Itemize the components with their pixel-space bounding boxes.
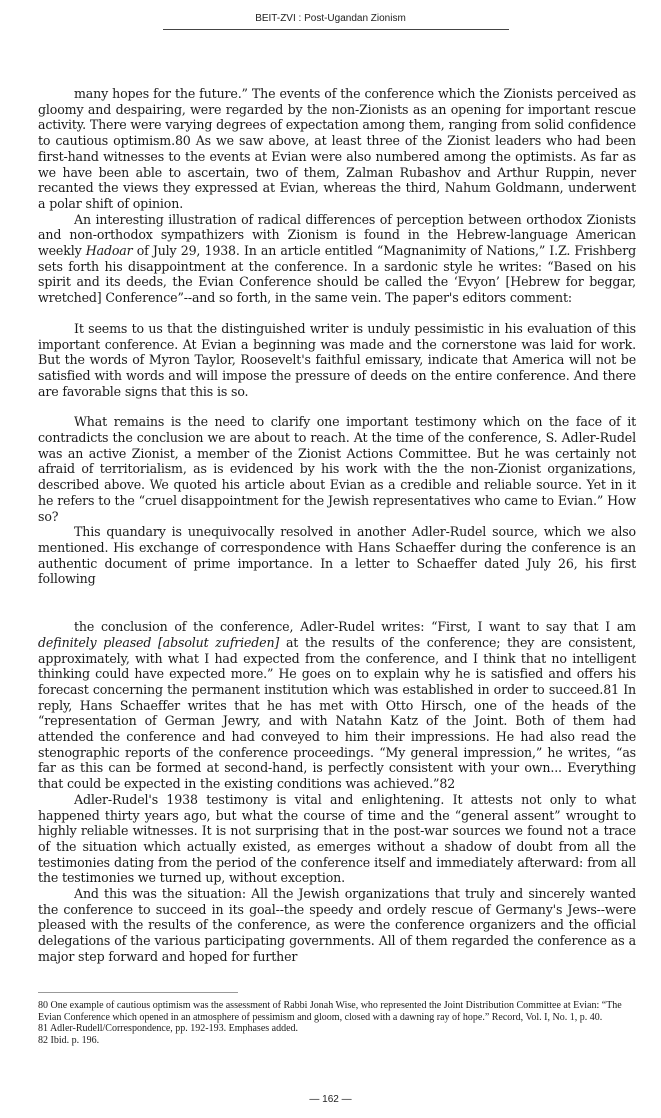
paragraph-2-text-b: of July 29, 1938. In an article entitled “Magnanimity of Nations,” I.Z. Frishberg sets forth his disappointment at the conference. In a sardonic style he writes: “Based on his spirit and its deeds, the Evian Conference should be called the ‘Evyon’ [Hebrew for beggar, wretched] Conference”--and so forth, in the same vein. The paper's editors comment: [38, 243, 636, 306]
block-quote: It seems to us that the distinguished writer is unduly pessimistic in his evaluation of this important conference. At Evian a beginning was made and the cornerstone was laid for work. But the words of Myron Taylor, Roosevelt's faithful emissary, indicate that America will not be satisfied with words and will impose the pressure of deeds on the entire conference. And there are favorable signs that this is so. [38, 320, 636, 399]
paragraph-2-text-a: An interesting illustration of radical differences of perception between orthodox Zionists and non-orthodox sympathizers with Zionism is found in the Hebrew-language American weekly [38, 211, 636, 259]
newspaper-title: Hadoar [85, 243, 133, 259]
footnotes [38, 1000, 636, 1046]
paragraph-1: many hopes for the future.” The events of the conference which the Zionists perceived as gloomy and despairing, were regarded by the non-Zionists as an opening for important rescue activity. There were varying degrees of expectation among them, ranging from solid confidence to cautious optimism.80 As we saw above, at least three of the Zionist leaders who had been first-hand witnesses to the events at Evian were also numbered among the optimists. As far as we have been able to ascertain, two of them, Zalman Rubashov and Arthur Ruppin, never recanted the views they expressed at Evian, whereas the third, Nahum Goldmann, underwent a polar shift of opinion. [38, 86, 636, 211]
paragraph-5-text-a: the conclusion of the conference, Adler-Rudel writes: “First, I want to say that I am [74, 619, 636, 635]
emphasis-quote: definitely pleased [absolut zufrieden] [38, 634, 280, 650]
footnote-rule [38, 992, 238, 993]
spacer [38, 587, 636, 619]
footnote-82: 82 Ibid. p. 196. [38, 1034, 100, 1046]
paragraph-3: What remains is the need to clarify one important testimony which on the face of it contradicts the conclusion we are about to reach. At the time of the conference, S. Adler-Rudel was an active Zionist, a member of the Zionist Actions Committee. But he was certainly not afraid of territorialism, as is evidenced by his work with the the non-Zionist organizations, described above. We quoted his article about Evian as a credible and reliable source. Yet in it he refers to the “cruel disappointment for the Jewish representatives who came to Evian.” How so? [38, 414, 636, 524]
footnote-80: 80 One example of cautious optimism was the assessment of Rabbi Jonah Wise, who represented the Joint Distribution Committee at Evian: “The Evian Conference which opened in an atmosphere of pessimism and gloom, closed with a dawning ray of hope.” Record, Vol. I, No. 1, p. 40. [38, 1000, 622, 1023]
header-rule [163, 29, 509, 30]
paragraph-7: And this was the situation: All the Jewish organizations that truly and sincerely wanted the conference to succeed in its goal--the speedy and ordely rescue of Germany's Jews--were pleased with the results of the conference, as were the conference organizers and the official delegations of the various participating governments. All of them regarded the conference as a major step forward and hoped for further [38, 886, 636, 964]
paragraph-6: Adler-Rudel's 1938 testimony is vital and enlightening. It attests not only to what happened thirty years ago, but what the course of time and the “general assent” wrought to highly reliable witnesses. It is not surprising that in the post-war sources we found not a trace of the situation which actually existed, as emerges without a shadow of doubt from all the testimonies dating from the period of the conference itself and immediately afterward: from all the testimonies we turned up, without exception. [38, 791, 636, 886]
running-head: BEIT-ZVI : Post-Ugandan Zionism [255, 13, 406, 24]
paragraph-5-text-b: at the results of the conference; they are consistent, approximately, with what I had expected from the conference, and I think that no intelligent thinking could have expected more.” He goes on to explain why he is satisfied and offers his forecast concerning the permanent institution which was established in order to succeed.81 In reply, Hans Schaeffer writes that he has met with Otto Hirsch, one of the heads of the “representation of German Jewry, and with Natahn Katz of the Joint. Both of them had attended the conference and had conveyed to him their impressions. He had also read the stenographic reports of the conference proceedings. “My general impression,” he writes, “as far as this can be formed at second-hand, is perfectly consistent with your own... Everything that could be expected in the existing conditions was achieved.”82 [38, 634, 636, 792]
footnote-81: 81 Adler-Rudell/Correspondence, pp. 192-193. Emphases added. [38, 1023, 299, 1035]
page-number: — 162 — [309, 1094, 352, 1105]
spacer [38, 399, 636, 414]
paragraph-5 [38, 619, 636, 792]
paragraph-2 [38, 212, 636, 306]
paragraph-4: This quandary is unequivocally resolved in another Adler-Rudel source, which we also mentioned. His exchange of correspondence with Hans Schaeffer during the conference is an authentic document of prime importance. In a letter to Schaeffer dated July 26, his first following [38, 524, 636, 587]
spacer [38, 306, 636, 321]
body-text [38, 86, 636, 965]
